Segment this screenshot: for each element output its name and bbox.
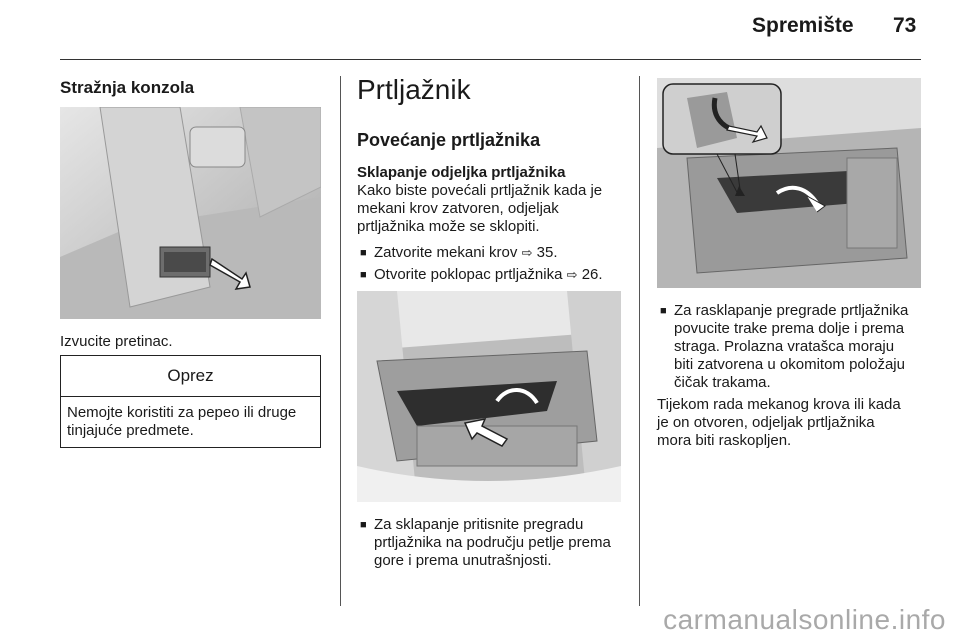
bullet-fold-partition [360, 516, 630, 576]
arrow-ref-icon: ⇨ [521, 245, 533, 260]
right-para-line-1: Tijekom rada mekanog krova ili kada [657, 396, 901, 413]
trunk-fold-photo [357, 291, 621, 502]
bullet-line-4: biti zatvorena u okomitom položaju [674, 356, 905, 373]
page-ref[interactable]: 35. [536, 244, 558, 261]
arrow-ref-icon: ⇨ [566, 267, 578, 282]
bullet-mark-icon: ■ [360, 247, 367, 259]
bullet-text: Zatvorite mekani krov [374, 244, 518, 261]
watermark: carmanualsonline.info [663, 604, 946, 635]
trunk-unfold-photo [657, 78, 921, 288]
bullet-line-5: čičak trakama. [674, 374, 771, 391]
bullet-line-1: Za sklapanje pritisnite pregradu [374, 516, 584, 533]
page-ref[interactable]: 26. [581, 266, 603, 283]
page-header-title: Spremište [752, 14, 854, 37]
column-divider-2 [639, 76, 640, 606]
header-divider [60, 59, 921, 60]
bullet-line-3: gore i prema unutrašnjosti. [374, 552, 552, 569]
column-divider-1 [340, 76, 341, 606]
bullet-unfold-partition [660, 302, 930, 394]
bullet-line-2: povucite trake prema dolje i prema [674, 320, 905, 337]
para-line-1: Kako biste povećali prtljažnik kada je [357, 182, 603, 199]
right-para-line-3: mora biti raskopljen. [657, 432, 792, 449]
para-line-3: prtljažnika može se sklopiti. [357, 218, 540, 235]
rear-console-caption: Izvucite pretinac. [60, 333, 173, 350]
warning-title: Oprez [61, 356, 320, 397]
warning-text: Nemojte koristiti za pepeo ili druge tinjajuće predmete. [67, 404, 297, 439]
bullet-line-2: prtljažnika na području petlje prema [374, 534, 611, 551]
page-number: 73 [893, 14, 917, 37]
bullet-mark-icon: ■ [660, 305, 667, 317]
warning-box [60, 355, 321, 448]
para-title-fold: Sklapanje odjeljka prtljažnika [357, 164, 566, 181]
main-title-trunk: Prtljažnik [357, 74, 471, 105]
rear-console-photo [60, 107, 321, 319]
para-line-2: mekani krov zatvoren, odjeljak [357, 200, 559, 217]
bullet-line-3: straga. Prolazna vratašca moraju [674, 338, 895, 355]
bullet-mark-icon: ■ [360, 269, 367, 281]
bullet-mark-icon: ■ [360, 519, 367, 531]
section-title-rear-console: Stražnja konzola [60, 78, 195, 97]
subtitle-trunk-enlarge: Povećanje prtljažnika [357, 130, 541, 150]
bullet-text: Otvorite poklopac prtljažnika [374, 266, 563, 283]
bullet-line-1: Za rasklapanje pregrade prtljažnika [674, 302, 909, 319]
right-para-line-2: je on otvoren, odjeljak prtljažnika [657, 414, 875, 431]
